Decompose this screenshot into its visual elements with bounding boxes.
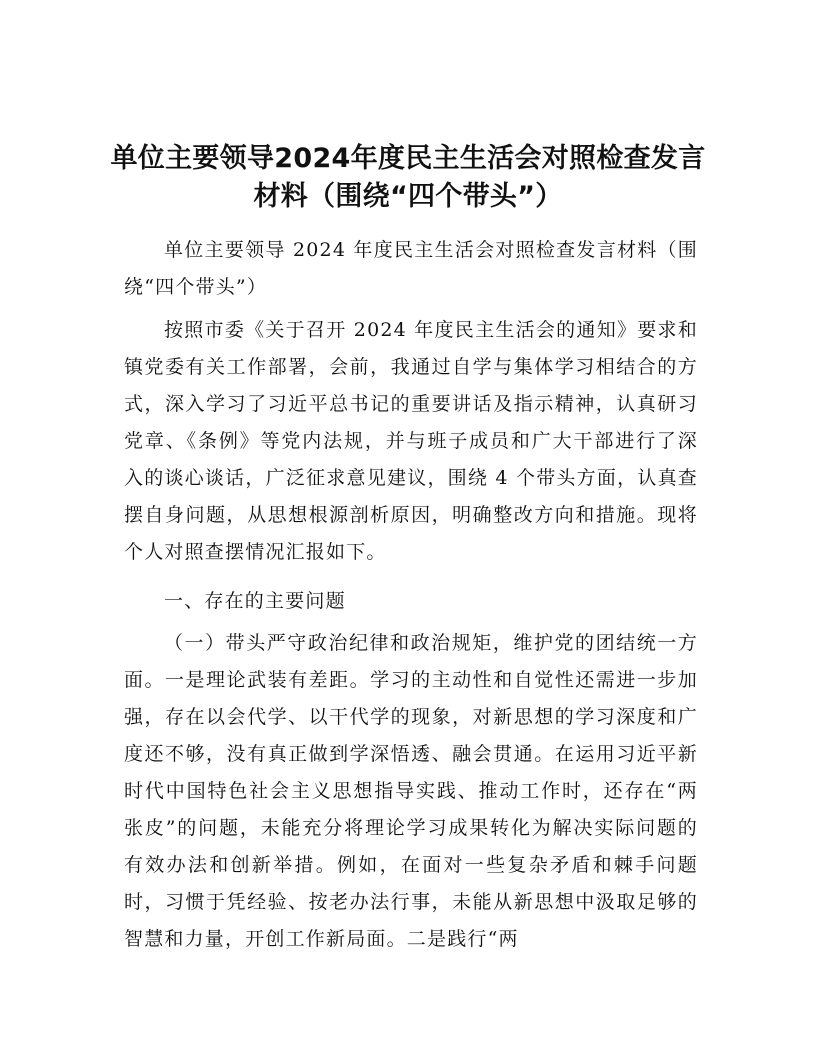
paragraph-one: （一）带头严守政治纪律和政治规矩，维护党的团结统一方面。一是理论武装有差距。学习的主动性和自觉性还需进一步加强，存在以会代学、以干代学的现象，对新思想的学习深度和广度还不够，没有真正做到学深悟透、融会贯通。在运用习近平新时代中国特色社会主义思想指导实践、推动工作时，还存在“两张皮”的问题，未能充分将理论学习成果转化为解决实际问题的有效办法和创新举措。例如，在面对一些复杂矛盾和棘手问题时，习惯于凭经验、按老办法行事，未能从新思想中汲取足够的智慧和力量，开创工作新局面。二是践行“两 xyxy=(124,632,698,950)
section-heading: 一、存在的主要问题 xyxy=(164,590,346,612)
document-title: 单位主要领导2024年度民主生活会对照检查发言材料（围绕“四个带头”） xyxy=(110,143,706,212)
intro-paragraph: 按照市委《关于召开 2024 年度民主生活会的通知》要求和镇党委有关工作部署，会前，我通过自学与集体学习相结合的方式，深入学习了习近平总书记的重要讲话及指示精神，认真研习党章、《条例》等党内法规，并与班子成员和广大干部进行了深入的谈心谈话，广泛征求意见建议，围绕 4 个带头方面，认真查摆自身问题，从思想根源剖析原因，明确整改方向和措施。现将个人对照查摆情况汇报如下。 xyxy=(124,319,698,563)
document-subtitle: 单位主要领导 2024 年度民主生活会对照检查发言材料（围绕“四个带头”） xyxy=(124,239,698,298)
